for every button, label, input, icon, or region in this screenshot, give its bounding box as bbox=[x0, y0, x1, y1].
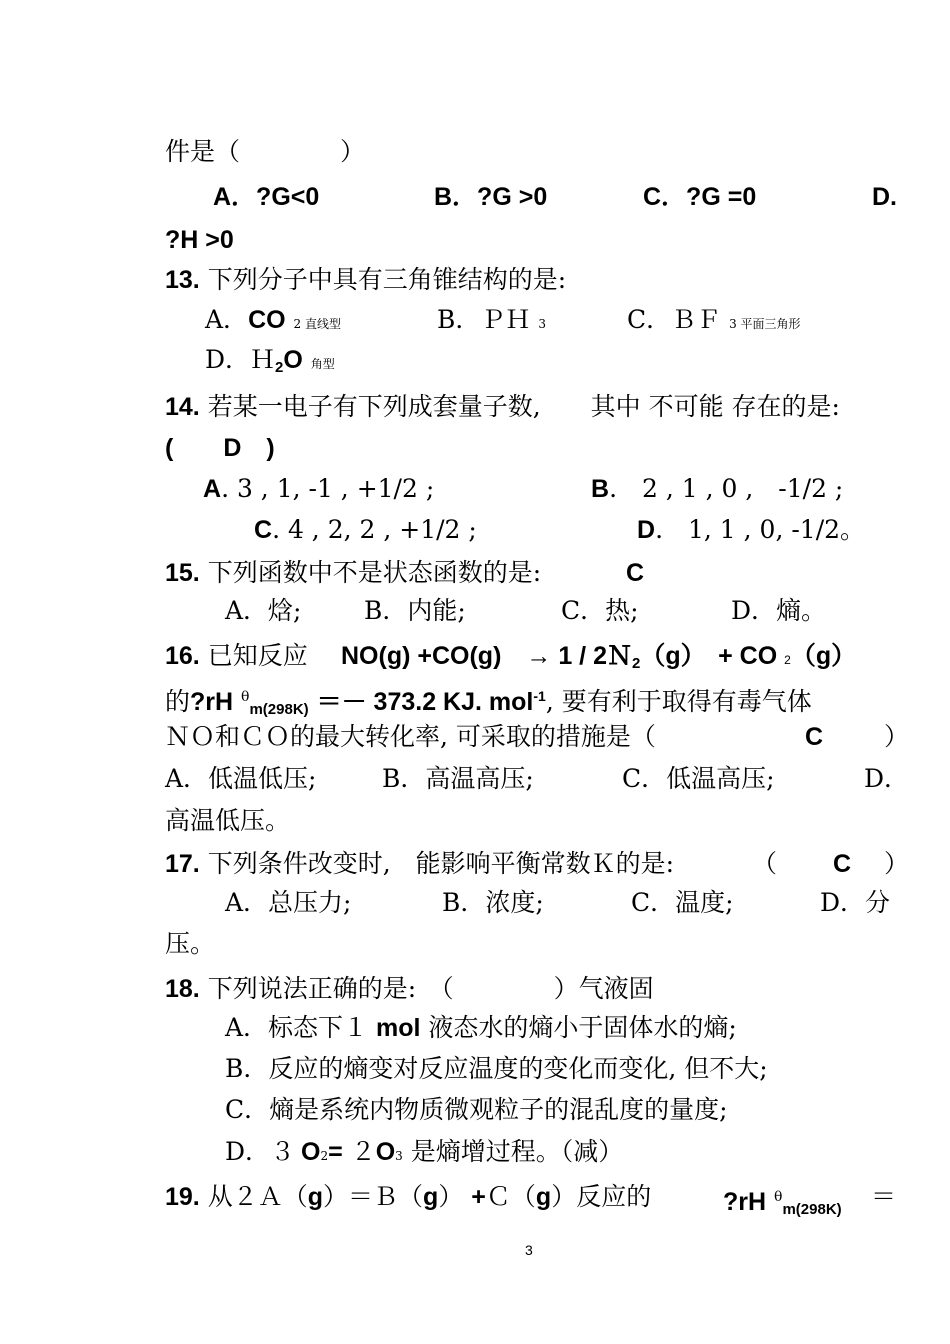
q18-option-a-suffix: 液态水的熵小于固体水的熵; bbox=[428, 1013, 737, 1042]
q15-option-d: D．熵。 bbox=[731, 596, 827, 625]
q16-close-paren: ） bbox=[884, 722, 910, 751]
question-15-stem bbox=[165, 558, 541, 588]
q16-line-2 bbox=[165, 681, 812, 725]
q18-option-a-unit: mol bbox=[376, 1014, 421, 1042]
q14-option-c-values: . 4 , 2, 2 , +1/2 ; bbox=[272, 515, 477, 544]
q19-state-1: g bbox=[307, 1183, 324, 1211]
q17-open-paren: （ bbox=[752, 849, 778, 878]
q17-option-d-text: 压。 bbox=[165, 929, 216, 958]
q18-option-d-prefix: D．３ bbox=[225, 1137, 296, 1166]
q17-option-c: C．温度; bbox=[631, 888, 734, 917]
q16-state-1: （g） bbox=[640, 642, 694, 670]
q19-standard-symbol: θ bbox=[774, 1189, 783, 1205]
question-13-stem bbox=[165, 265, 566, 295]
q15-option-c: C．热; bbox=[561, 596, 639, 625]
q13-option-d bbox=[205, 345, 335, 383]
q18-option-d-o2-subscript: 2 bbox=[320, 1149, 329, 1163]
q19-equals: ＝ bbox=[871, 1182, 897, 1211]
q15-option-b: B．内能; bbox=[364, 596, 466, 625]
q18-option-d-coefficient: ２ bbox=[350, 1137, 376, 1166]
question-18-number: 18. bbox=[165, 975, 200, 1003]
q19-text-3: ） bbox=[438, 1182, 464, 1211]
question-15-number: 15. bbox=[165, 559, 200, 587]
q18-option-d-o2: O bbox=[301, 1138, 321, 1166]
q13-option-c-label: C．ＢＦ bbox=[627, 305, 722, 334]
q18-option-d bbox=[225, 1137, 623, 1171]
q12-option-a: A．?G<0 bbox=[213, 183, 320, 211]
question-14-stem bbox=[165, 392, 840, 422]
q16-enthalpy-symbol: ?rH bbox=[190, 688, 234, 716]
q14-option-a-values: . 3 , 1, -1 , +1/2 ; bbox=[221, 474, 435, 503]
q19-state-2: g bbox=[423, 1183, 439, 1211]
question-16-stem bbox=[165, 641, 308, 671]
q14-option-a bbox=[203, 474, 434, 504]
q18-option-d-suffix: 是熵增过程。（减） bbox=[410, 1137, 624, 1166]
q14-option-a-label: A bbox=[203, 475, 222, 503]
q14-option-c-label: C bbox=[254, 516, 273, 544]
question-14-text: 若某一电子有下列成套量子数, 其中 不可能 存在的是: bbox=[207, 392, 840, 421]
q13-option-b bbox=[437, 305, 546, 339]
q16-co2-subscript: 2 bbox=[784, 653, 791, 667]
q13-option-c-note: 3 平面三角形 bbox=[729, 317, 801, 331]
question-15-text: 下列函数中不是状态函数的是: bbox=[207, 558, 542, 587]
q16-standard-symbol: θ bbox=[241, 689, 250, 705]
question-18-text: 下列说法正确的是: （ ）气液固 bbox=[207, 974, 654, 1003]
question-17-stem bbox=[165, 849, 674, 879]
q16-n2-subscript: 2 bbox=[631, 655, 641, 672]
q17-option-d: D．分 bbox=[820, 888, 891, 917]
q16-reaction bbox=[341, 641, 856, 679]
question-19-number: 19. bbox=[165, 1183, 200, 1211]
q14-answer: ( D ) bbox=[165, 434, 275, 462]
question-16-text: 已知反应 bbox=[207, 641, 308, 670]
q19-text-1: 从２Ａ（ bbox=[207, 1182, 308, 1211]
question-14-number: 14. bbox=[165, 393, 200, 421]
q13-option-a-note: 2 直线型 bbox=[293, 317, 341, 331]
q16-line-2-suffix: , 要有利于取得有毒气体 bbox=[545, 687, 812, 716]
q18-option-c: C．熵是系统内物质微观粒子的混乱度的量度; bbox=[225, 1095, 728, 1124]
q16-option-a: A．低温低压; bbox=[165, 764, 317, 793]
q18-option-d-o3-subscript: 3 bbox=[395, 1149, 403, 1163]
q19-enthalpy bbox=[723, 1182, 842, 1225]
q16-co2: + CO bbox=[718, 642, 778, 670]
question-13-number: 13. bbox=[165, 266, 200, 294]
page-number: 3 bbox=[525, 1242, 533, 1258]
q14-option-b bbox=[591, 474, 843, 504]
q14-option-c bbox=[254, 515, 477, 545]
q16-option-c: C．低温高压; bbox=[622, 764, 775, 793]
q19-plus: + bbox=[471, 1183, 486, 1211]
q16-enthalpy-subscript: m(298K) bbox=[249, 701, 309, 718]
q16-option-d-text: 高温低压。 bbox=[165, 806, 291, 835]
q16-line-3: ＮＯ和ＣＯ的最大转化率, 可采取的措施是（ bbox=[165, 722, 656, 751]
q19-text-2: ）＝Ｂ（ bbox=[323, 1182, 424, 1211]
question-17-number: 17. bbox=[165, 850, 200, 878]
q14-option-d-values: . 1, 1 , 0, -1/2。 bbox=[655, 515, 866, 544]
q13-option-d-formula: O bbox=[283, 346, 303, 374]
question-19-stem bbox=[165, 1182, 651, 1212]
q12-option-d-value: ?H >0 bbox=[165, 226, 234, 254]
q18-option-d-o3: O bbox=[375, 1138, 396, 1166]
q17-option-a: A．总压力; bbox=[225, 888, 352, 917]
q15-answer: C bbox=[626, 559, 645, 587]
q13-option-b-label: B．ＰＨ bbox=[437, 305, 531, 334]
q19-text-5: ）反应的 bbox=[551, 1182, 652, 1211]
q17-option-b: B．浓度; bbox=[442, 888, 544, 917]
q16-option-b: B．高温高压; bbox=[382, 764, 534, 793]
question-17-text: 下列条件改变时, 能影响平衡常数Ｋ的是: bbox=[207, 849, 675, 878]
q17-answer: C bbox=[833, 850, 852, 878]
q13-option-c bbox=[627, 305, 801, 339]
q16-answer: C bbox=[805, 723, 824, 751]
q13-option-b-note: 3 bbox=[538, 317, 546, 331]
q13-option-d-label: D．Ｈ bbox=[205, 345, 276, 374]
question-16-number: 16. bbox=[165, 642, 200, 670]
q17-close-paren: ） bbox=[884, 849, 910, 878]
q19-text-4: Ｃ（ bbox=[485, 1182, 536, 1211]
q13-option-d-note: 角型 bbox=[310, 357, 335, 371]
q13-option-a bbox=[205, 305, 341, 339]
q13-option-d-subscript: 2 bbox=[275, 359, 284, 376]
q19-enthalpy-symbol: ?rH bbox=[723, 1188, 767, 1216]
q16-unit-exponent: -1 bbox=[533, 688, 546, 704]
q19-enthalpy-subscript: m(298K) bbox=[782, 1201, 842, 1218]
q16-enthalpy-value: ＝－ 373.2 KJ. mol bbox=[316, 688, 534, 716]
q12-option-c: C．?G =0 bbox=[643, 183, 757, 211]
q14-option-d bbox=[637, 515, 865, 545]
q13-option-a-formula: CO bbox=[248, 306, 286, 334]
q14-option-b-values: . 2 , 1 , 0 , -1/2 ; bbox=[609, 474, 844, 503]
q19-state-3: g bbox=[535, 1183, 552, 1211]
q12-option-d: D. bbox=[872, 183, 897, 211]
question-13-text: 下列分子中具有三角锥结构的是: bbox=[207, 265, 567, 294]
q18-option-d-equals: = bbox=[328, 1138, 343, 1166]
q12-stem-tail: 件是（ ） bbox=[165, 137, 366, 166]
q16-option-d: D． bbox=[864, 764, 910, 793]
q16-state-2: （g） bbox=[790, 642, 857, 670]
q16-line-2-prefix: 的 bbox=[165, 687, 191, 716]
q16-reaction-left: NO(g) +CO(g) → 1 / 2Ｎ bbox=[341, 642, 632, 670]
q18-option-a-prefix: A．标态下１ bbox=[225, 1013, 369, 1042]
q15-option-a: A．焓; bbox=[225, 596, 302, 625]
q14-option-b-label: B bbox=[591, 475, 610, 503]
q14-option-d-label: D bbox=[637, 516, 656, 544]
q12-option-b: B．?G >0 bbox=[434, 183, 548, 211]
q18-option-b: B．反应的熵变对反应温度的变化而变化, 但不大; bbox=[225, 1054, 768, 1083]
q13-option-a-label: A． bbox=[205, 305, 249, 334]
question-18-stem bbox=[165, 974, 654, 1004]
q18-option-a bbox=[225, 1013, 737, 1043]
